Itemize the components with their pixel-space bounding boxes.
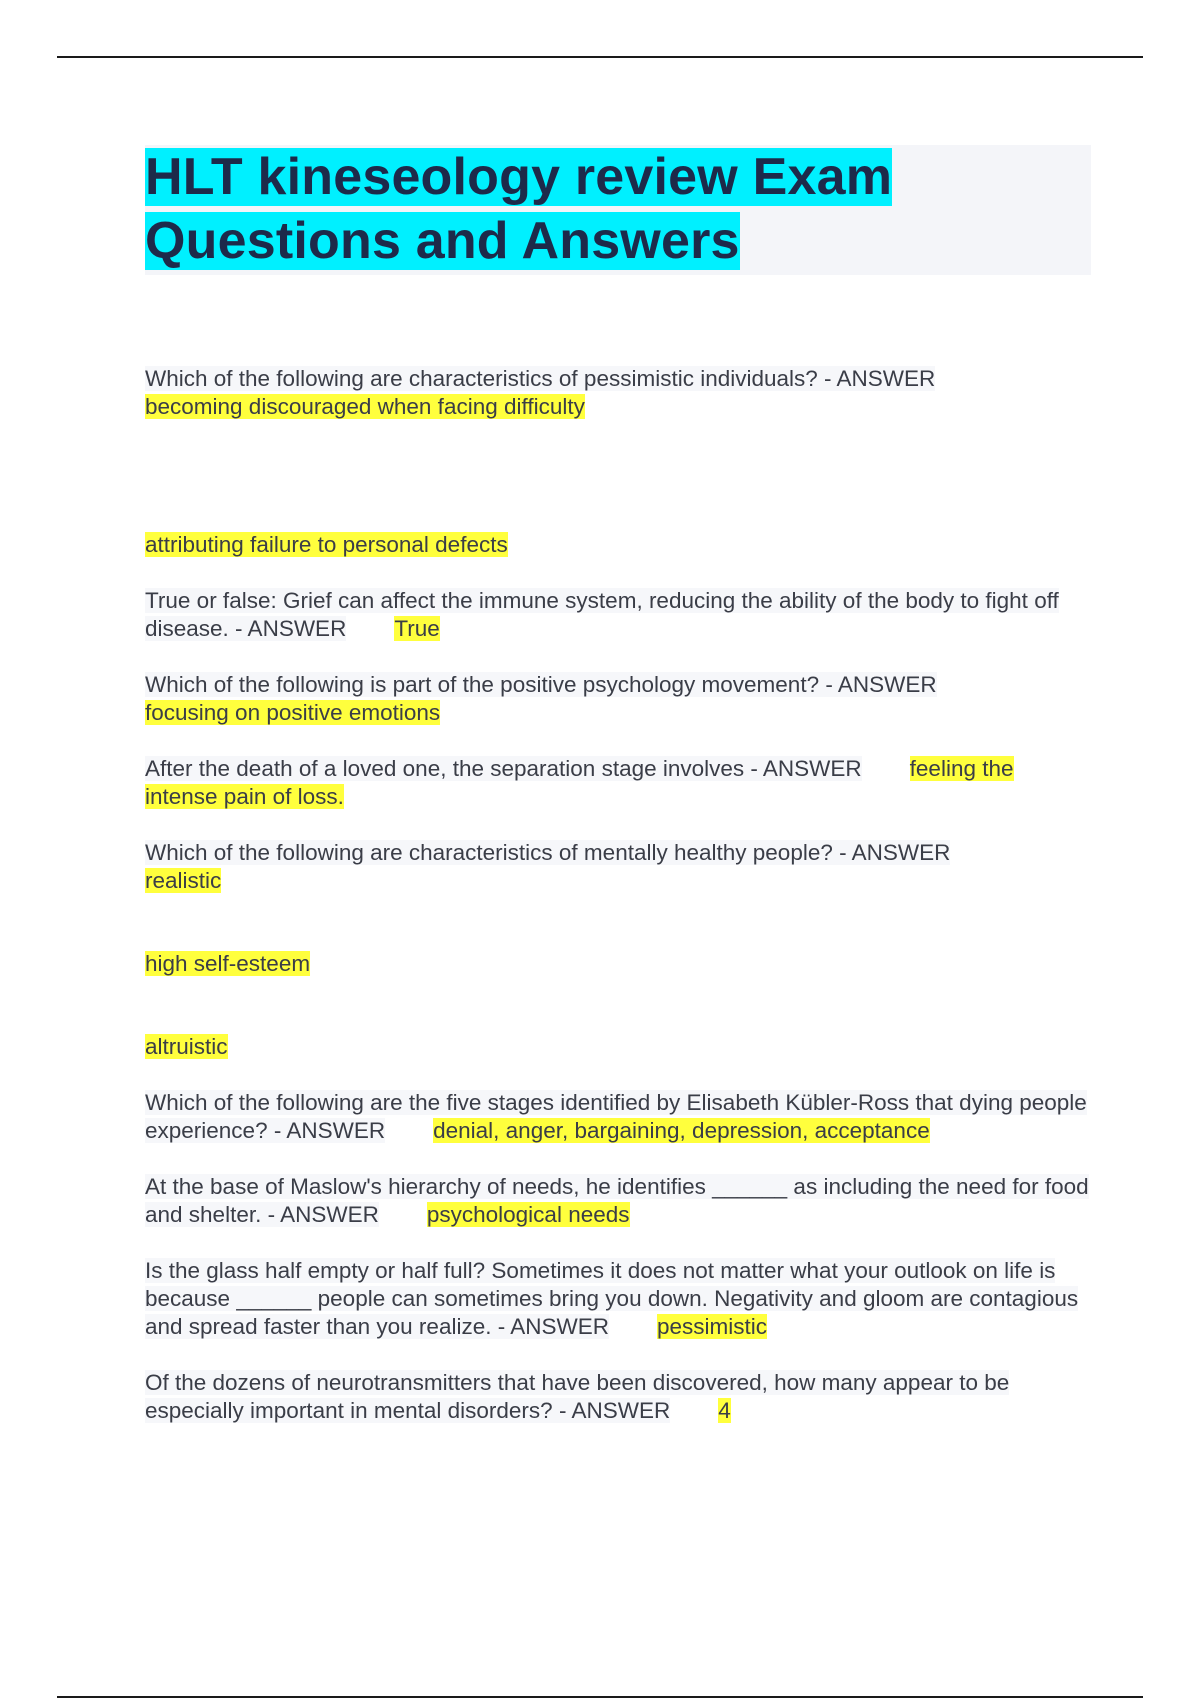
title-line-1: HLT kineseology review Exam — [145, 148, 893, 206]
footer-rule — [57, 1696, 1143, 1698]
title-block — [145, 145, 1091, 275]
qa-item — [145, 1089, 1091, 1145]
answer-text: altruistic — [145, 1034, 228, 1059]
question-text: After the death of a loved one, the separation stage involves - ANSWER — [145, 756, 862, 781]
question-text: Which of the following are characteristics of pessimistic individuals? - ANSWER — [145, 366, 936, 391]
answer-text: psychological needs — [426, 1202, 630, 1227]
page-title — [145, 145, 1091, 273]
answer-text: True — [394, 616, 440, 641]
qa-item — [145, 587, 1091, 643]
answer-text: 4 — [718, 1398, 731, 1423]
question-text: At the base of Maslow's hierarchy of needs, he identifies ______ as including the need for food and shelter. - ANSWER — [145, 1174, 1089, 1227]
qa-list — [145, 365, 1091, 1425]
question-text: Is the glass half empty or half full? Sometimes it does not matter what your outlook on life is because ______ people can sometimes bring you down. Negativity and gloom are contagious and spread faster than you realize. - ANSWER — [145, 1258, 1079, 1339]
title-line-2: Questions and Answers — [145, 212, 740, 270]
qa-item — [145, 1257, 1091, 1341]
answer-text: high self-esteem — [145, 951, 311, 976]
qa-item — [145, 1369, 1091, 1425]
qa-item — [145, 839, 1091, 895]
answer-text: feeling the intense pain of loss. — [145, 756, 1014, 809]
answer-text: realistic — [145, 868, 222, 893]
qa-item — [145, 755, 1091, 811]
question-text: Which of the following are characteristics of mentally healthy people? - ANSWER — [145, 840, 951, 865]
answer-text: pessimistic — [656, 1314, 768, 1339]
qa-item — [145, 671, 1091, 727]
question-text: Which of the following are the five stages identified by Elisabeth Kübler-Ross that dying people experience? - ANSWER — [145, 1090, 1087, 1143]
question-text: Which of the following is part of the positive psychology movement? - ANSWER — [145, 672, 937, 697]
qa-item — [145, 1173, 1091, 1229]
question-text: Of the dozens of neurotransmitters that have been discovered, how many appear to be especially important in mental disorders? - ANSWER — [145, 1370, 1010, 1423]
answer-text: attributing failure to personal defects — [145, 532, 508, 557]
answer-text: focusing on positive emotions — [145, 700, 441, 725]
qa-item — [145, 365, 1091, 421]
answer-text: becoming discouraged when facing difficulty — [145, 394, 585, 419]
qa-extra-answer — [145, 531, 1091, 559]
qa-extra-answer — [145, 1033, 1091, 1061]
header-rule — [57, 56, 1143, 58]
qa-extra-answer — [145, 950, 1091, 978]
question-text: True or false: Grief can affect the immune system, reducing the ability of the body to fight off disease. - ANSWER — [145, 588, 1059, 641]
answer-text: denial, anger, bargaining, depression, acceptance — [433, 1118, 930, 1143]
